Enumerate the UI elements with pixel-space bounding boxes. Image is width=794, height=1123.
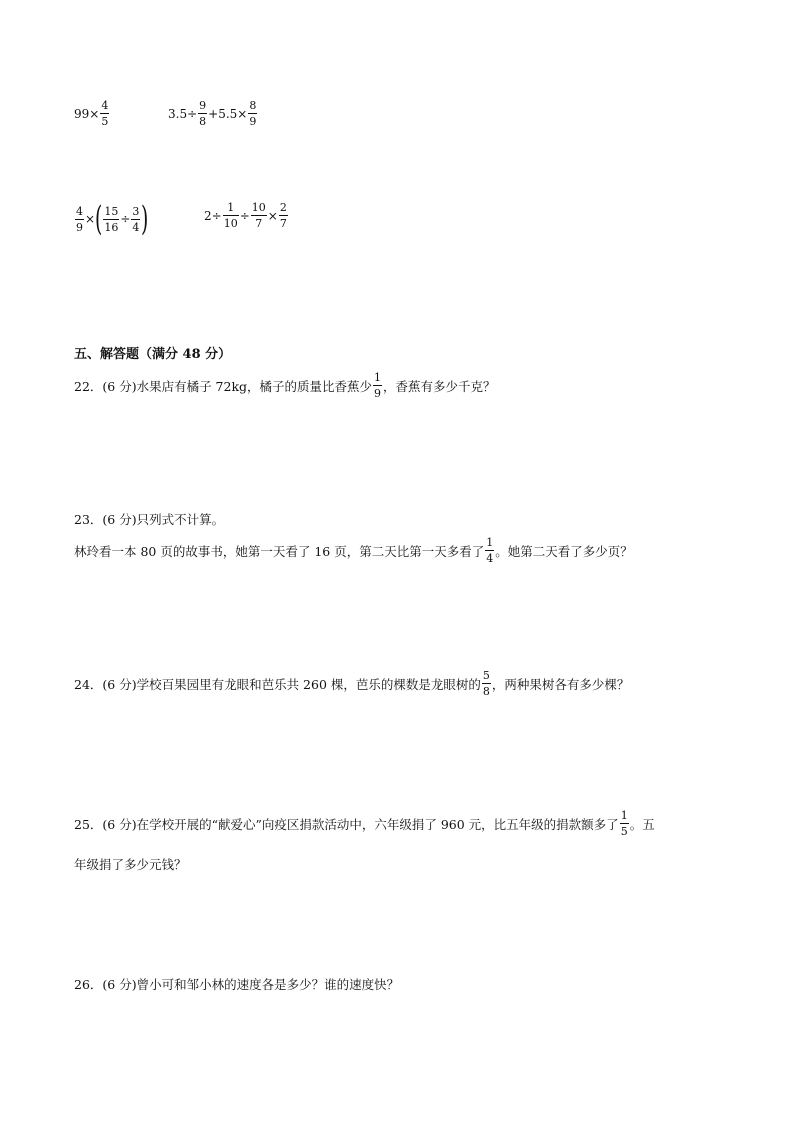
expr3-fraction-1: $\frac{4}{9}$ (76, 204, 83, 234)
question-22 (74, 372, 496, 399)
expr2-fraction-1: $\frac{9}{8}$ (199, 99, 207, 128)
expr4-fraction-1: $\frac{1}{10}$ (223, 201, 238, 230)
expr1-lead: 99× (74, 106, 100, 121)
expr4-divide: ÷ (239, 208, 250, 223)
q23-text-post: 。她第二天看了多少页？ (495, 543, 633, 559)
expr2-part-b: +5.5× (208, 106, 248, 121)
q24-fraction: $\frac{5}{8}$ (482, 669, 490, 698)
expr1-fraction: $\frac{4}{5}$ (101, 99, 109, 128)
expr4-fraction-3: $\frac{2}{7}$ (279, 201, 287, 230)
expression-2 (168, 100, 258, 127)
expr4-part-a: 2÷ (204, 208, 222, 223)
q24-text-post: ，两种果树各有多少棵？ (491, 676, 630, 692)
question-26: 26．(6 分)曾小可和邹小林的速度各是多少？谁的速度快？ (74, 977, 400, 992)
question-23-line-2 (74, 537, 633, 564)
question-24 (74, 670, 629, 697)
expr3-times: × (85, 212, 96, 226)
expr4-fraction-2: $\frac{10}{7}$ (251, 201, 266, 230)
q23-fraction: $\frac{1}{4}$ (486, 536, 494, 565)
q23-text-pre: 林玲看一本 80 页的故事书，她第一天看了 16 页，第二天比第一天多看了 (74, 543, 485, 559)
expr2-fraction-2: $\frac{8}{9}$ (249, 99, 257, 128)
expr3-divide: ÷ (120, 212, 131, 226)
q22-text-post: ，香蕉有多少千克？ (383, 378, 496, 394)
expr4-times: × (267, 208, 278, 223)
section-title: 五、解答题（满分 48 分） (74, 347, 232, 362)
question-25-line-1 (74, 810, 655, 837)
q25-text-post: 。五 (629, 816, 655, 832)
right-paren: ) (141, 199, 149, 239)
expr3-fraction-2: $\frac{15}{16}$ (104, 204, 119, 234)
expr2-part-a: 3.5÷ (168, 106, 198, 121)
q22-text-pre: 22．(6 分)水果店有橘子 72kg，橘子的质量比香蕉少 (74, 378, 373, 394)
question-25-line-2: 年级捐了多少元钱？ (74, 857, 187, 872)
question-23-line-1: 23．(6 分)只列式不计算。 (74, 512, 225, 527)
q25-fraction: $\frac{1}{5}$ (620, 809, 628, 838)
q22-fraction: $\frac{1}{9}$ (374, 371, 382, 400)
expression-3 (74, 199, 149, 239)
left-paren: ( (95, 199, 103, 239)
expr3-fraction-3: $\frac{3}{4}$ (132, 204, 140, 234)
expression-1 (74, 100, 110, 127)
expression-4 (204, 202, 289, 229)
q25-text-pre: 25．(6 分)在学校开展的“献爱心”向疫区捐款活动中，六年级捐了 960 元，比五年级的捐款额多了 (74, 816, 619, 832)
q24-text-pre: 24．(6 分)学校百果园里有龙眼和芭乐共 260 棵，芭乐的棵数是龙眼树的 (74, 676, 481, 692)
